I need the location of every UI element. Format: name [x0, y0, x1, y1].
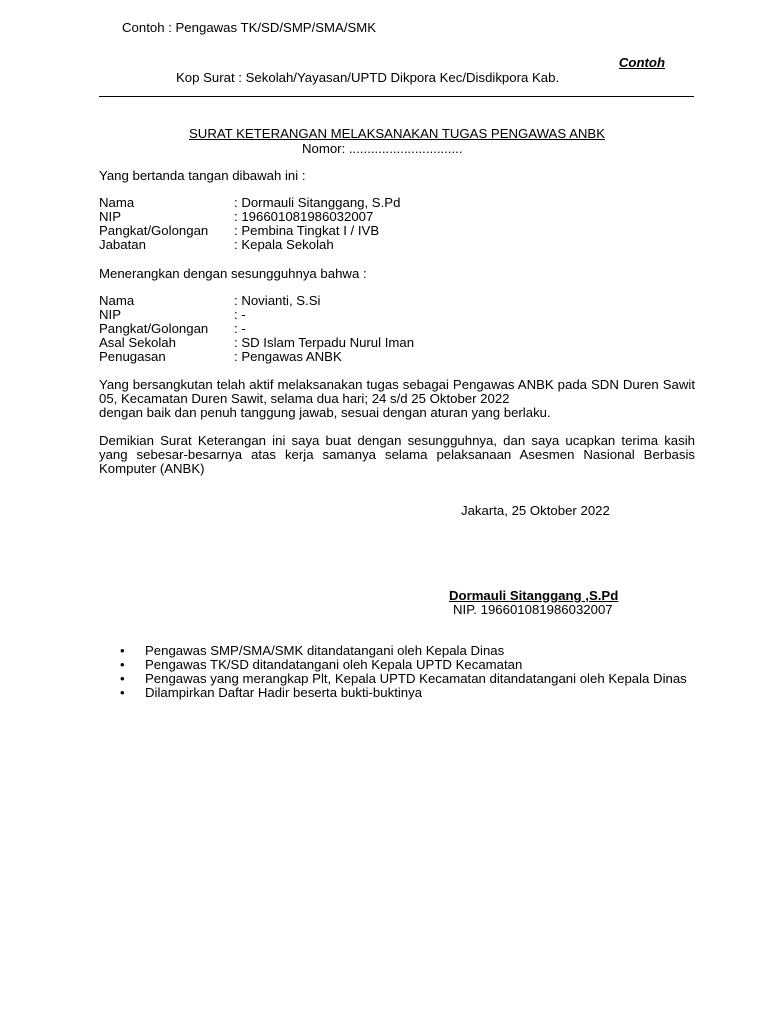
place-date: Jakarta, 25 Oktober 2022 — [461, 503, 610, 518]
detail-value: : Kepala Sekolah — [234, 237, 334, 252]
detail-row — [99, 224, 400, 238]
document-number: Nomor: ............................... — [302, 141, 463, 156]
detail-row — [99, 294, 414, 308]
detail-row — [99, 322, 414, 336]
detail-label: Nama — [99, 293, 135, 308]
signer-name: Dormauli Sitanggang ,S.Pd — [449, 588, 619, 603]
letterhead-divider — [99, 96, 694, 97]
closing-paragraph: Demikian Surat Keterangan ini saya buat dengan sesungguhnya, dan saya ucapkan terima kasih yang sebesar-besarnya atas kerja samanya selama pelaksanaan Asesmen Nasional Berbasis Komputer (ANBK) — [99, 433, 695, 476]
detail-label: Pangkat/Golongan — [99, 321, 209, 336]
list-item: • Pengawas SMP/SMA/SMK ditandatangani oleh Kepala Dinas — [145, 644, 695, 658]
detail-row — [99, 238, 400, 252]
detail-row — [99, 196, 400, 210]
statement-intro: Menerangkan dengan sesungguhnya bahwa : — [99, 266, 367, 281]
signer-nip: NIP. 196601081986032007 — [453, 602, 613, 617]
list-item: • Dilampirkan Daftar Hadir beserta bukti-buktinya — [145, 686, 695, 700]
detail-row — [99, 336, 414, 350]
detail-value: : SD Islam Terpadu Nurul Iman — [234, 335, 415, 350]
header-note: Contoh : Pengawas TK/SD/SMP/SMA/SMK — [122, 20, 377, 35]
list-item: • Pengawas yang merangkap Plt, Kepala UPTD Kecamatan ditandatangani oleh Kepala Dinas — [145, 672, 695, 686]
assignment-paragraph — [99, 378, 695, 420]
detail-value: : Dormauli Sitanggang, S.Pd — [234, 195, 401, 210]
document-title: SURAT KETERANGAN MELAKSANAKAN TUGAS PENGAWAS ANBK — [189, 126, 605, 141]
letterhead-note: Kop Surat : Sekolah/Yayasan/UPTD Dikpora Kec/Disdikpora Kab. — [176, 70, 560, 85]
signatory-details — [99, 196, 400, 252]
detail-value: : Novianti, S.Si — [234, 293, 321, 308]
detail-row — [99, 210, 400, 224]
contoh-label: Contoh — [618, 55, 665, 70]
detail-value: : - — [234, 321, 246, 336]
detail-label: NIP — [99, 307, 121, 322]
detail-label: Jabatan — [99, 237, 146, 252]
assignment-paragraph-end: dengan baik dan penuh tanggung jawab, sesuai dengan aturan yang berlaku. — [99, 405, 551, 420]
detail-label: NIP — [99, 209, 121, 224]
detail-value: : Pembina Tingkat I / IVB — [234, 223, 380, 238]
detail-label: Pangkat/Golongan — [99, 223, 209, 238]
detail-label: Penugasan — [99, 349, 166, 364]
detail-row — [99, 308, 414, 322]
detail-value: : 196601081986032007 — [234, 209, 374, 224]
detail-value: : Pengawas ANBK — [234, 349, 342, 364]
detail-label: Asal Sekolah — [99, 335, 176, 350]
detail-label: Nama — [99, 195, 135, 210]
subject-details — [99, 294, 414, 364]
notes-list — [99, 644, 695, 700]
assignment-paragraph-main: Yang bersangkutan telah aktif melaksanakan tugas sebagai Pengawas ANBK pada SDN Duren Sawit 05, Kecamatan Duren Sawit, selama dua hari; 24 s/d 25 Oktober 2022 — [99, 377, 695, 406]
intro-text: Yang bertanda tangan dibawah ini : — [99, 168, 306, 183]
detail-value: : - — [234, 307, 246, 322]
list-item: • Pengawas TK/SD ditandatangani oleh Kepala UPTD Kecamatan — [145, 658, 695, 672]
detail-row — [99, 350, 414, 364]
